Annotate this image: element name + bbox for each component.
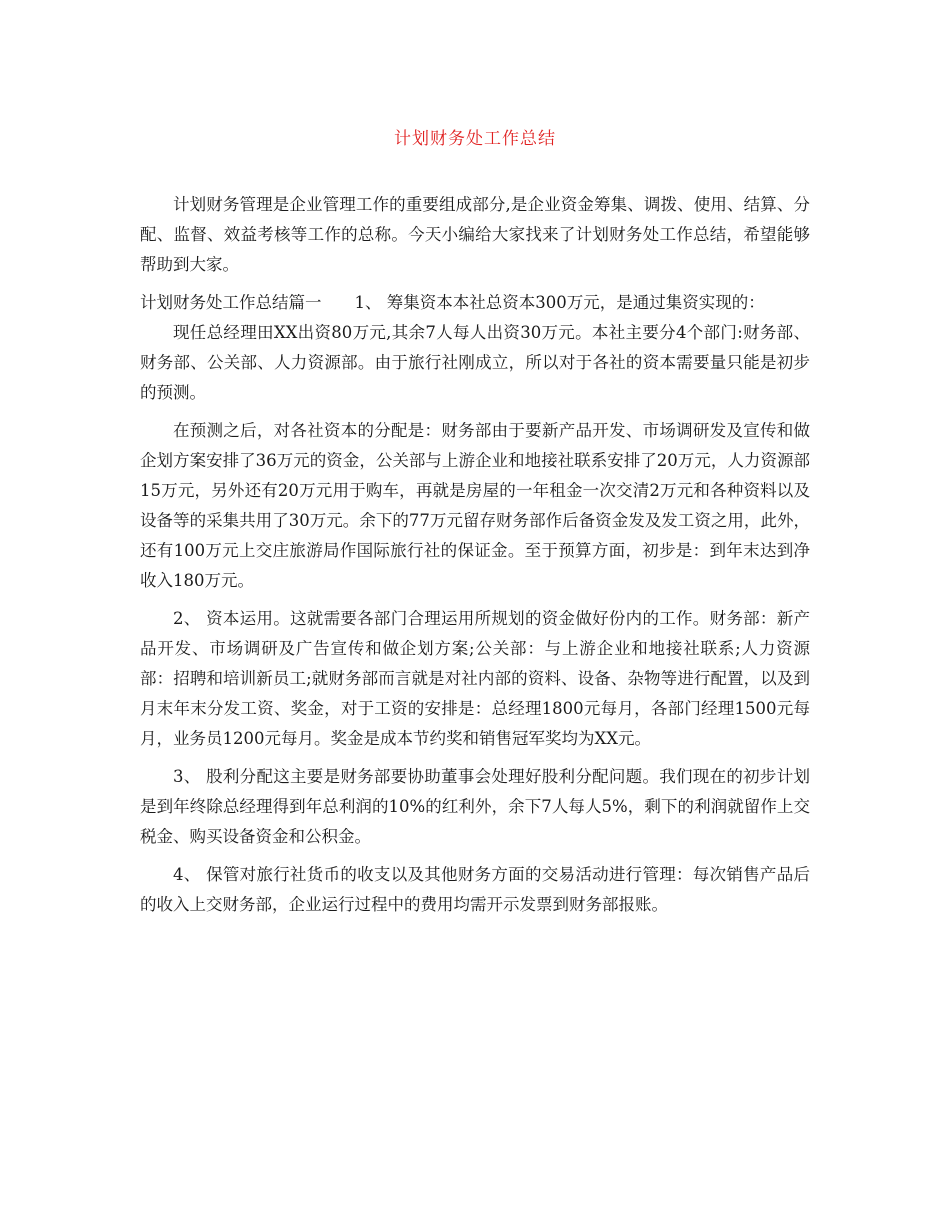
paragraph-capital-allocation: 在预测之后，对各社资本的分配是：财务部由于要新产品开发、市场调研发及宣传和做企划方案安排了36万元的资金，公关部与上游企业和地接社联系安排了20万元，人力资源部15万元，另外还有20万元用于购车，再就是房屋的一年租金一次交清2万元和各种资料以及设备等的采集共用了30万元。余下的77万元留存财务部作后备资金发及发工资之用，此外，还有100万元上交庄旅游局作国际旅行社的保证金。至于预算方面，初步是：到年末达到净收入180万元。 — [140, 421, 810, 590]
document-body — [140, 190, 810, 928]
paragraph-cash-management: 4、 保管对旅行社货币的收支以及其他财务方面的交易活动进行管理：每次销售产品后的收入上交财务部，企业运行过程中的费用均需开示发票到财务部报账。 — [140, 865, 810, 914]
paragraph-capital-contribution: 现任总经理田XX出资80万元,其余7人每人出资30万元。本社主要分4个部门:财务部、财务部、公关部、人力资源部。由于旅行社刚成立，所以对于各社的资本需要量只能是初步的预测。 — [140, 323, 810, 402]
paragraph-capital-use: 2、 资本运用。这就需要各部门合理运用所规划的资金做好份内的工作。财务部：新产品开发、市场调研及广告宣传和做企划方案;公关部：与上游企业和地接社联系;人力资源部：招聘和培训新员工;就财务部而言就是对社内部的资料、设备、杂物等进行配置，以及到月末年末分发工资、奖金，对于工资的安排是：总经理1800元每月，各部门经理1500元每月，业务员1200元每月。奖金是成本节约奖和销售冠军奖均为XX元。 — [140, 609, 810, 748]
paragraph-section-heading: 计划财务处工作总结篇一 1、 筹集资本本社总资本300万元，是通过集资实现的： — [140, 293, 765, 312]
document-title: 计划财务处工作总结 — [394, 129, 556, 149]
paragraph-intro: 计划财务管理是企业管理工作的重要组成部分,是企业资金筹集、调拨、使用、结算、分配、监督、效益考核等工作的总称。今天小编给大家找来了计划财务处工作总结，希望能够帮助到大家。 — [140, 195, 810, 274]
paragraph-dividend: 3、 股利分配这主要是财务部要协助董事会处理好股利分配问题。我们现在的初步计划是到年终除总经理得到年总利润的10%的红利外，余下7人每人5%，剩下的利润就留作上交税金、购买设备资金和公积金。 — [140, 767, 810, 846]
